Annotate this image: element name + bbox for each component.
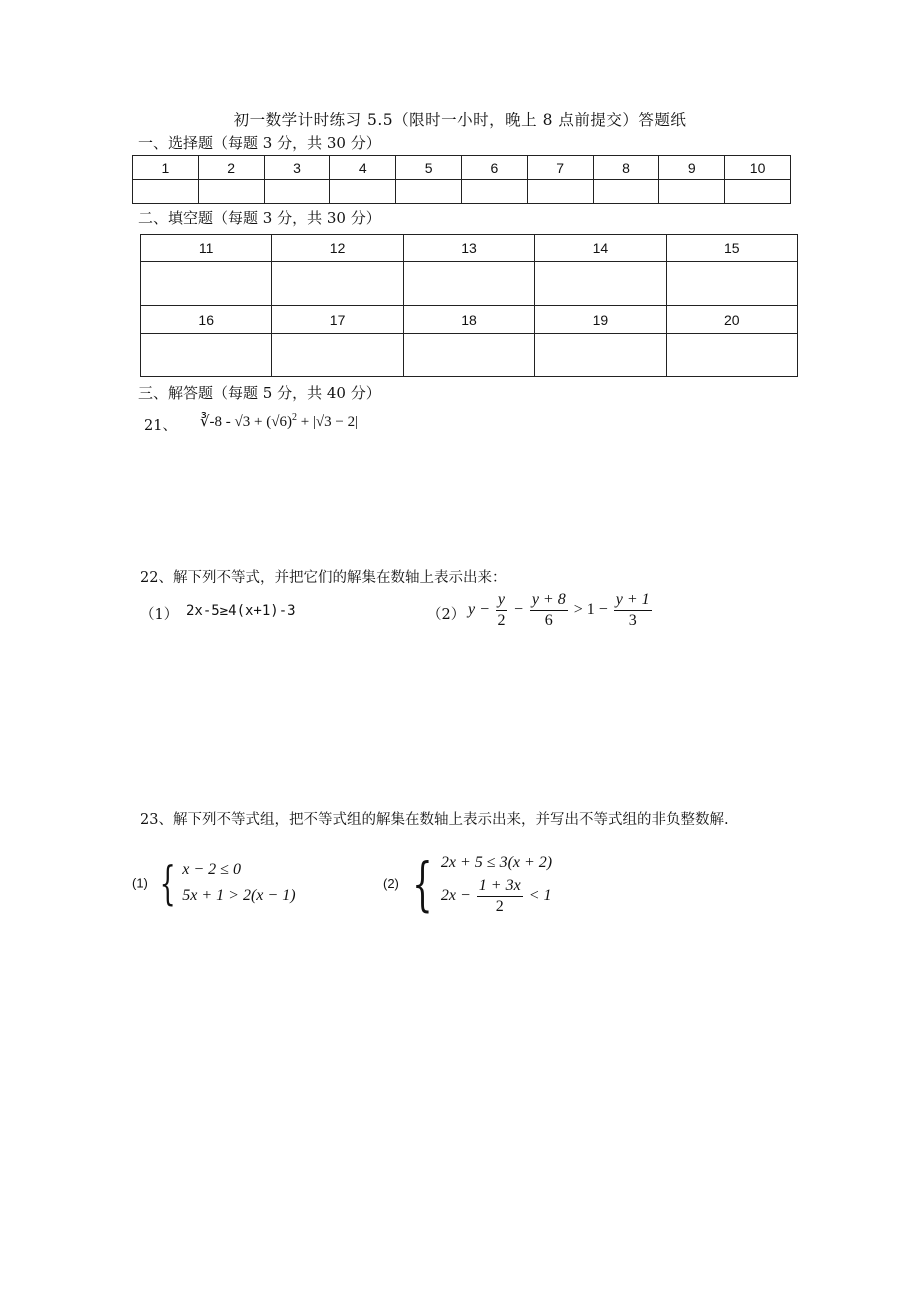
choice-answer-cell[interactable] (396, 180, 462, 204)
fraction: $\frac{y}{2}$ (497, 591, 506, 629)
fill-answer-cell[interactable] (403, 262, 534, 306)
fill-number-cell: 12 (272, 235, 403, 262)
fraction: $\frac{y + 8}{6}$ (531, 591, 566, 629)
section-3-heading: 三、解答题（每题 5 分，共 40 分） (138, 384, 381, 402)
choice-answer-cell[interactable] (264, 180, 330, 204)
question-21-expression: ∛-8 - $√3 + (√6)^2 + |√3 - 2|$ (200, 412, 359, 430)
fill-answer-cell[interactable] (666, 262, 797, 306)
fill-answer-cell[interactable] (535, 262, 666, 306)
fill-number-row (141, 235, 798, 262)
fill-answer-row (141, 262, 798, 306)
question-23-part-1-label: (1) (132, 875, 148, 891)
question-23-part-2 (383, 850, 552, 917)
fill-answer-cell[interactable] (666, 334, 797, 377)
question-22-prompt: 22、解下列不等式，并把它们的解集在数轴上表示出来： (140, 570, 507, 586)
question-21-label: 21、 (144, 418, 177, 434)
fill-answer-cell[interactable] (272, 262, 403, 306)
fill-answer-cell[interactable] (141, 262, 272, 306)
question-23-part-2-label: (2) (383, 876, 399, 891)
choice-answer-cell[interactable] (593, 180, 659, 204)
fill-number-cell: 20 (666, 306, 797, 334)
choice-answer-cell[interactable] (330, 180, 396, 204)
fill-number-cell: 15 (666, 235, 797, 262)
inequality-system: x − 2 ≤ 0 5x + 1 > 2(x − 1) (182, 861, 296, 904)
fraction: $\frac{1 + 3x}{2}$ (478, 877, 521, 915)
left-brace-icon: { (412, 849, 433, 918)
fill-answer-cell[interactable] (272, 334, 403, 377)
choice-number-cell: 6 (461, 156, 527, 180)
fill-answer-table (140, 234, 798, 377)
question-23-prompt: 23、解下列不等式组，把不等式组的解集在数轴上表示出来，并写出不等式组的非负整数解. (140, 812, 729, 828)
choice-answer-cell[interactable] (725, 180, 791, 204)
left-brace-icon: { (159, 856, 176, 910)
choice-answer-cell[interactable] (527, 180, 593, 204)
fill-number-cell: 11 (141, 235, 272, 262)
fraction: $\frac{y + 1}{3}$ (615, 591, 650, 629)
choice-number-cell: 1 (133, 156, 199, 180)
fill-answer-cell[interactable] (535, 334, 666, 377)
fill-number-row (141, 306, 798, 334)
fill-answer-row (141, 334, 798, 377)
fill-number-cell: 16 (141, 306, 272, 334)
choice-answer-table (132, 155, 791, 204)
question-22-part-1-label: （1） (140, 607, 179, 623)
choice-number-cell: 7 (527, 156, 593, 180)
choice-answer-cell[interactable] (461, 180, 527, 204)
section-2-heading: 二、填空题（每题 3 分，共 30 分） (138, 209, 381, 227)
question-22-part-2-label: （2） (427, 607, 466, 623)
choice-number-cell: 5 (396, 156, 462, 180)
question-22-part-1-expression: 2x-5≥4(x+1)-3 (186, 603, 296, 619)
choice-number-cell: 4 (330, 156, 396, 180)
fill-answer-cell[interactable] (141, 334, 272, 377)
fill-answer-cell[interactable] (403, 334, 534, 377)
choice-number-cell: 10 (725, 156, 791, 180)
choice-number-row (133, 156, 791, 180)
choice-number-cell: 3 (264, 156, 330, 180)
question-23-part-1 (132, 857, 296, 909)
choice-answer-cell[interactable] (198, 180, 264, 204)
section-1-heading: 一、选择题（每题 3 分，共 30 分） (138, 134, 381, 152)
choice-answer-cell[interactable] (133, 180, 199, 204)
fill-number-cell: 14 (535, 235, 666, 262)
fill-number-cell: 19 (535, 306, 666, 334)
page-title: 初一数学计时练习 5.5（限时一小时，晚上 8 点前提交）答题纸 (233, 111, 687, 129)
choice-number-cell: 2 (198, 156, 264, 180)
fill-number-cell: 17 (272, 306, 403, 334)
choice-number-cell: 9 (659, 156, 725, 180)
choice-answer-row (133, 180, 791, 204)
inequality-system: 2x + 5 ≤ 3(x + 2) 2x − $\frac{1 + 3x}{2}$ < 1 (440, 854, 553, 915)
choice-number-cell: 8 (593, 156, 659, 180)
fill-number-cell: 18 (403, 306, 534, 334)
choice-answer-cell[interactable] (659, 180, 725, 204)
question-22-part-2-expression: y − $\frac{y}{2}$ − $\frac{y + 8}{6}$ > 1 − $\frac{y + 1}{3}$ (468, 591, 650, 629)
fill-number-cell: 13 (403, 235, 534, 262)
